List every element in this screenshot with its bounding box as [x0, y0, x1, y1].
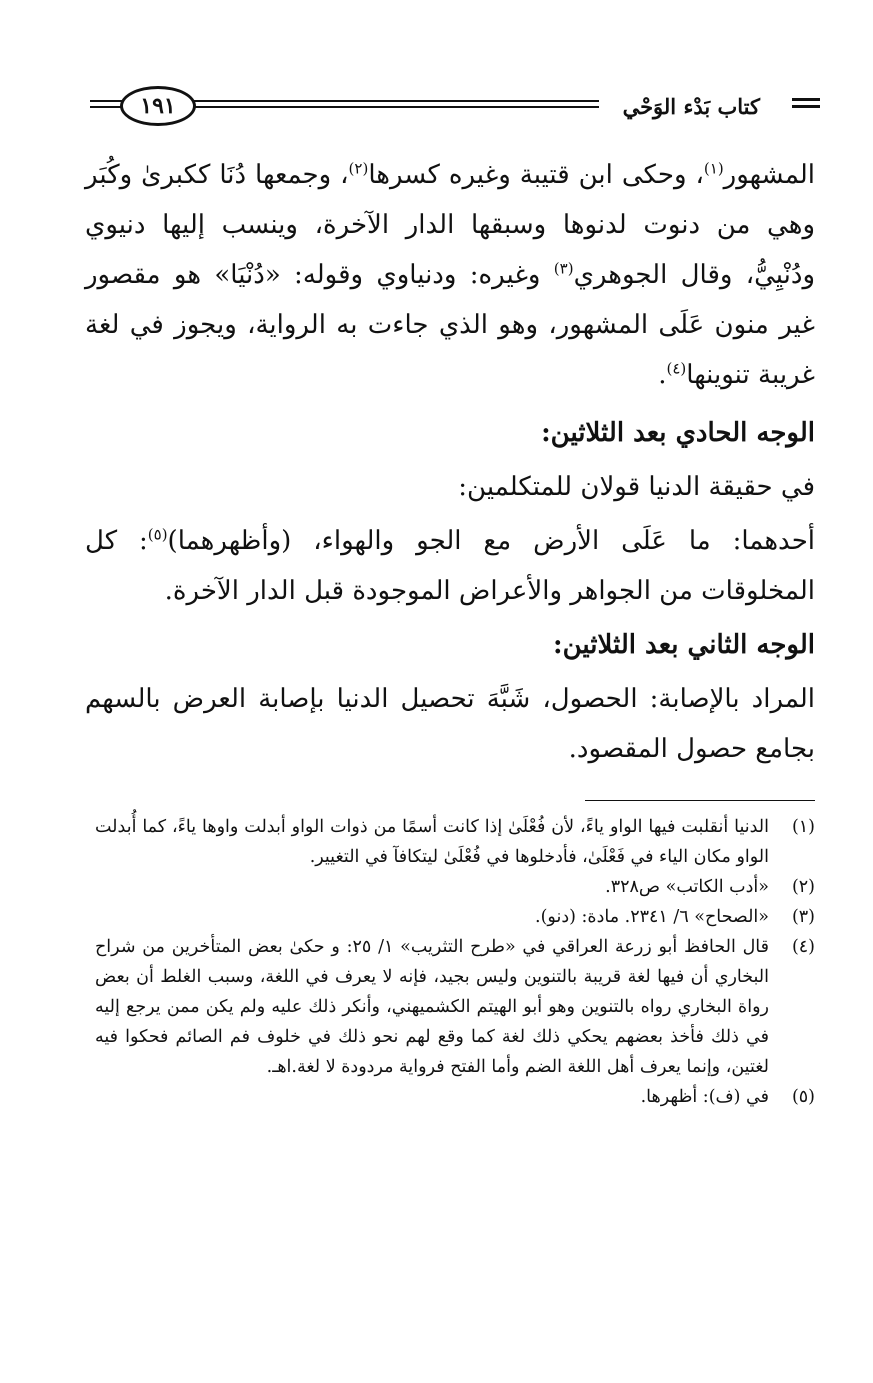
- footnote: [95, 902, 815, 932]
- ornament-dash-icon: [792, 98, 820, 101]
- page-number: ١٩١: [120, 86, 196, 126]
- footnote-divider: [585, 800, 815, 801]
- footnote: [95, 1082, 815, 1112]
- paragraph: المشهور$^{(١)}$، وحكى ابن قتيبة وغيره كسرها$^{(٢)}$، وجمعها دُنَا ككبرىٰ وكُبَر وهي من دنوت لدنوها وسبقها الدار الآخرة، وينسب إليها دنيوي ودُنْيِيُّ، وقال الجوهري$^{(٣)}$ وغيره: ودنياوي وقوله: «دُنْيَا» هو مقصور غير منون عَلَى المشهور، وهو الذي جاءت به الرواية، ويجوز في لغة غريبة تنوينها$^{(٤)}$.: [85, 159, 816, 390]
- footnotes: [95, 812, 815, 1112]
- header-rule-middle: [194, 100, 599, 102]
- footnote-number: (٥): [791, 1087, 815, 1107]
- book-title: كتاب بَدْء الوَحْي: [622, 94, 760, 119]
- footnote-ref[interactable]: (١): [703, 159, 724, 178]
- paragraph: في حقيقة الدنيا قولان للمتكلمين:: [458, 472, 815, 502]
- paragraph: المراد بالإصابة: الحصول، شَبَّهَ تحصيل الدنيا بإصابة العرض بالسهم بجامع حصول المقصود.: [85, 684, 815, 764]
- footnote-text: «الصحاح» ٦/ ٢٣٤١. مادة: (دنو).: [535, 907, 769, 927]
- page-header: [90, 78, 820, 140]
- footnote-number: (١): [791, 817, 815, 837]
- footnote-ref[interactable]: (٣): [553, 259, 574, 278]
- header-rule-middle: [194, 106, 599, 108]
- footnote-number: (٢): [791, 877, 815, 897]
- footnote: [95, 872, 815, 902]
- ornament-dash-icon: [792, 105, 820, 108]
- footnote-ref[interactable]: (٥): [147, 525, 168, 544]
- footnote-number: (٣): [791, 907, 815, 927]
- footnote-text: الدنيا أنقلبت فيها الواو ياءً، لأن فُعْلَىٰ إذا كانت أسمًا من ذوات الواو أبدلت واوها ياءً، كما أُبدلت الواو مكان الياء في فَعْلَىٰ، فأدخلوها في فُعْلَىٰ ليتكافآ في التغيير.: [95, 817, 769, 867]
- footnote-ref[interactable]: (٢): [348, 159, 369, 178]
- footnote: [95, 812, 815, 872]
- footnote-text: قال الحافظ أبو زرعة العراقي في «طرح التثريب» ١/ ٢٥: و حكىٰ بعض المتأخرين من شراح البخاري أن فيها لغة قريبة بالتنوين وليس بجيد، فإنه لا يعرف في اللغة، وسبب الغلط أن بعض رواة البخاري رواه بالتنوين وهو أبو الهيتم الكشميهني، وأنكر ذلك عليه ولم يكن ممن يرجع إليه في ذلك فأخذ بعضهم يحكي ذلك لغة كما وقع لهم نحو ذلك في خلوف فم الصائم فحكوا فيه لغتين، وإنما يعرف أهل اللغة الضم وأما الفتح فرواية مردودة لا لغة.اهـ.: [95, 937, 770, 1077]
- footnote: [95, 932, 815, 1082]
- main-text: [85, 150, 815, 774]
- footnote-text: في (ف): أظهرها.: [640, 1087, 769, 1107]
- footnote-number: (٤): [791, 937, 815, 957]
- footnote-ref[interactable]: (٤): [666, 359, 687, 378]
- section-heading: الوجه الحادي بعد الثلاثين:: [541, 418, 815, 448]
- paragraph: أحدهما: ما عَلَى الأرض مع الجو والهواء، (وأظهرهما)$^{(٥)}$: كل المخلوقات من الجواهر والأعراض الموجودة قبل الدار الآخرة.: [85, 525, 815, 606]
- section-heading: الوجه الثاني بعد الثلاثين:: [553, 630, 815, 660]
- footnote-text: «أدب الكاتب» ص٣٢٨.: [605, 877, 769, 897]
